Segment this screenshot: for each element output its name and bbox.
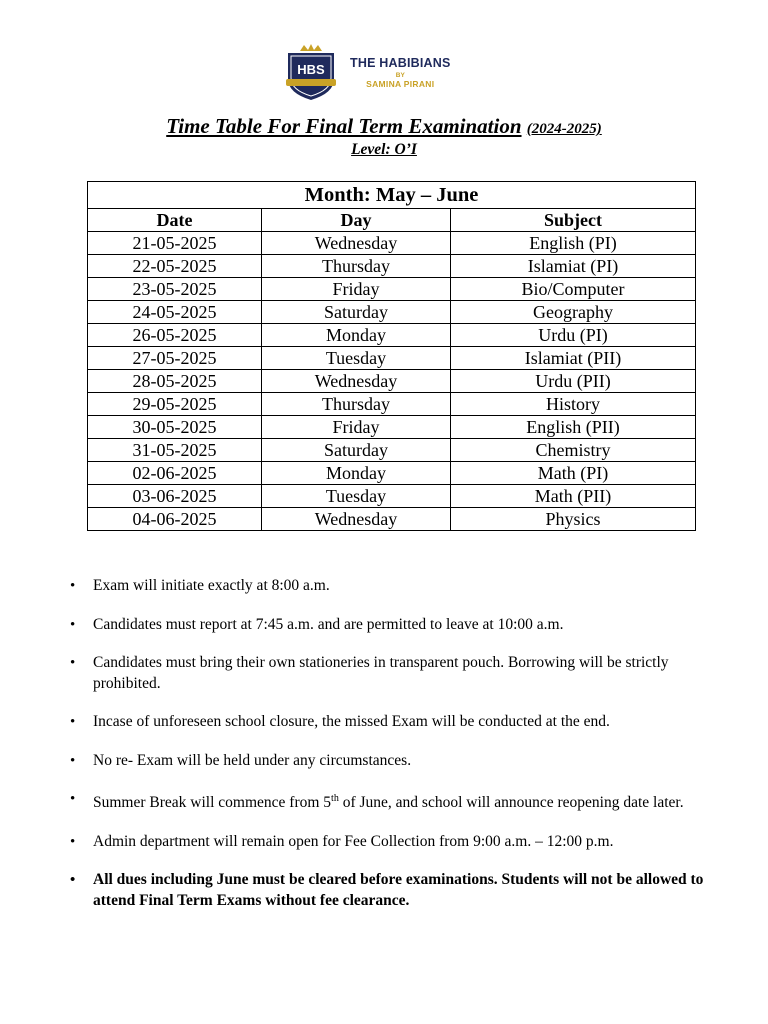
table-row <box>88 485 696 508</box>
table-row <box>88 393 696 416</box>
page-title <box>0 114 768 139</box>
date-cell: 22-05-2025 <box>88 255 262 278</box>
subject-cell: Bio/Computer <box>451 278 696 301</box>
day-cell: Thursday <box>262 255 451 278</box>
list-item <box>70 870 720 911</box>
subject-cell: Geography <box>451 301 696 324</box>
subject-cell: Islamiat (PII) <box>451 347 696 370</box>
day-cell: Saturday <box>262 301 451 324</box>
day-cell: Wednesday <box>262 508 451 531</box>
table-row <box>88 324 696 347</box>
date-cell: 28-05-2025 <box>88 370 262 393</box>
list-item <box>70 576 720 597</box>
note-text-part: Summer Break will commence from 5 <box>93 794 332 812</box>
day-cell: Tuesday <box>262 485 451 508</box>
school-crest-logo <box>280 43 342 101</box>
note-text-part: of June, and school will announce reopening date later. <box>338 794 684 812</box>
month-header: Month: May – June <box>88 182 696 209</box>
bullet-icon: • <box>70 578 76 594</box>
note-text: All dues including June must be cleared before examinations. Students will not be allowed to attend Final Term Exams without fee clearance. <box>93 871 704 909</box>
title-year: (2024-2025) <box>526 121 602 137</box>
subject-cell: Math (PII) <box>451 485 696 508</box>
note-text <box>93 794 684 811</box>
date-cell: 29-05-2025 <box>88 393 262 416</box>
note-text: Admin department will remain open for Fee Collection from 9:00 a.m. – 12:00 p.m. <box>93 832 614 850</box>
ordinal-suffix: th <box>331 793 339 804</box>
day-cell: Friday <box>262 278 451 301</box>
date-cell: 03-06-2025 <box>88 485 262 508</box>
title-main: Time Table For Final Term Examination <box>166 114 522 138</box>
table-row <box>88 278 696 301</box>
list-item <box>70 832 720 853</box>
bullet-icon: • <box>70 791 76 807</box>
note-text: Incase of unforeseen school closure, the missed Exam will be conducted at the end. <box>93 713 610 730</box>
table-row <box>88 370 696 393</box>
subject-cell: Chemistry <box>451 439 696 462</box>
list-item <box>70 653 720 694</box>
bullet-icon: • <box>70 833 76 850</box>
day-cell: Wednesday <box>262 370 451 393</box>
bullet-icon: • <box>70 872 76 889</box>
date-cell: 21-05-2025 <box>88 232 262 255</box>
subject-cell: English (PI) <box>451 232 696 255</box>
bullet-icon: • <box>70 616 76 633</box>
bullet-icon: • <box>70 655 76 671</box>
table-row <box>88 508 696 531</box>
bullet-icon: • <box>70 714 76 730</box>
day-cell: Monday <box>262 462 451 485</box>
day-cell: Wednesday <box>262 232 451 255</box>
school-header <box>280 44 451 100</box>
level-label: Level: O’I <box>351 141 417 158</box>
table-row <box>88 255 696 278</box>
date-cell: 31-05-2025 <box>88 439 262 462</box>
table-row <box>88 462 696 485</box>
date-cell: 27-05-2025 <box>88 347 262 370</box>
brand-block <box>350 56 451 89</box>
brand-person: SAMINA PIRANI <box>366 78 435 89</box>
subject-cell: English (PII) <box>451 416 696 439</box>
table-row <box>88 232 696 255</box>
note-text: Candidates must bring their own stationeries in transparent pouch. Borrowing will be strictly prohibited. <box>93 654 669 692</box>
table-row <box>88 416 696 439</box>
date-cell: 30-05-2025 <box>88 416 262 439</box>
date-cell: 24-05-2025 <box>88 301 262 324</box>
instructions-list <box>70 576 720 929</box>
column-header-day: Day <box>262 209 451 232</box>
table-row <box>88 347 696 370</box>
subject-cell: Urdu (PI) <box>451 324 696 347</box>
subject-cell: History <box>451 393 696 416</box>
brand-by: BY <box>395 71 405 79</box>
date-cell: 02-06-2025 <box>88 462 262 485</box>
list-item <box>70 789 720 814</box>
list-item <box>70 712 720 733</box>
date-cell: 23-05-2025 <box>88 278 262 301</box>
subject-cell: Physics <box>451 508 696 531</box>
subject-cell: Math (PI) <box>451 462 696 485</box>
column-header-date: Date <box>88 209 262 232</box>
brand-name: THE HABIBIANS <box>350 55 451 70</box>
date-cell: 04-06-2025 <box>88 508 262 531</box>
day-cell: Saturday <box>262 439 451 462</box>
note-text: Exam will initiate exactly at 8:00 a.m. <box>93 577 330 594</box>
list-item <box>70 615 720 636</box>
day-cell: Tuesday <box>262 347 451 370</box>
date-cell: 26-05-2025 <box>88 324 262 347</box>
table-row <box>88 439 696 462</box>
subject-cell: Urdu (PII) <box>451 370 696 393</box>
bullet-icon: • <box>70 752 76 769</box>
list-item <box>70 751 720 772</box>
exam-timetable <box>87 181 696 531</box>
subject-cell: Islamiat (PI) <box>451 255 696 278</box>
note-text: Candidates must report at 7:45 a.m. and are permitted to leave at 10:00 a.m. <box>93 615 564 633</box>
logo-text: HBS <box>297 62 325 77</box>
note-text: No re- Exam will be held under any circumstances. <box>93 751 412 769</box>
table-row <box>88 301 696 324</box>
day-cell: Thursday <box>262 393 451 416</box>
day-cell: Monday <box>262 324 451 347</box>
day-cell: Friday <box>262 416 451 439</box>
column-header-subject: Subject <box>451 209 696 232</box>
